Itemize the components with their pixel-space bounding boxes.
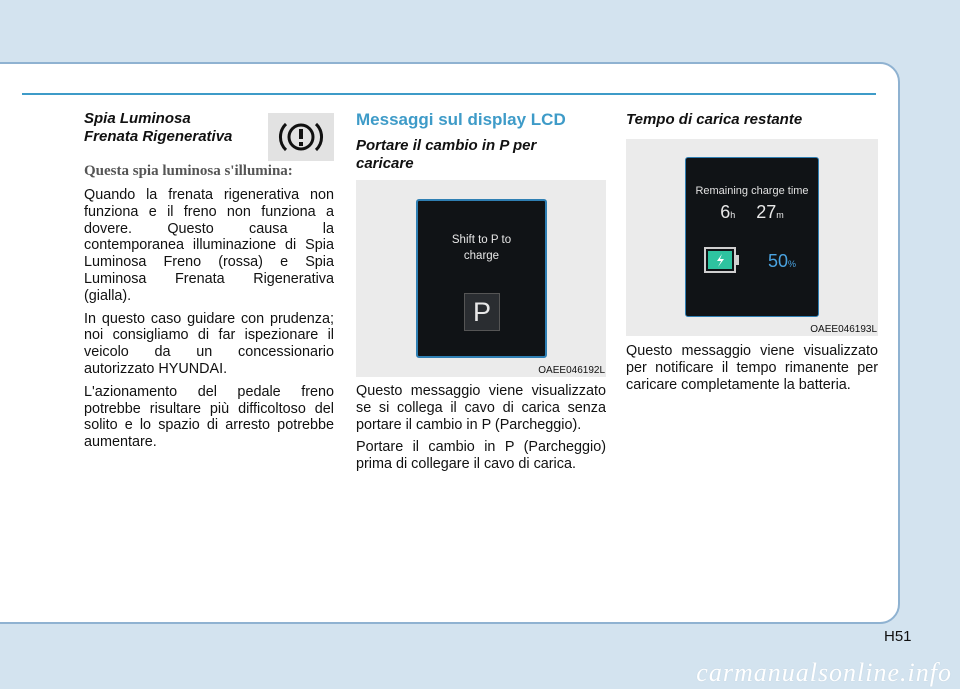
- battery-icon: [704, 247, 740, 278]
- display-message: [418, 232, 545, 264]
- page-number: H51: [884, 628, 912, 645]
- paragraph-2: In questo caso guidare con prudenza; noi consigliamo di far ispezionare il veicolo da un concessionario autorizzato HYUNDAI.: [84, 310, 334, 377]
- minutes-value: 27: [756, 202, 777, 222]
- right-column: [626, 111, 878, 129]
- watermark: carmanualsonline.info: [696, 658, 952, 687]
- left-column: [84, 110, 334, 457]
- park-gear-indicator: P: [464, 293, 500, 331]
- hours-unit: h: [730, 210, 736, 220]
- paragraph-1: Questo messaggio viene visualizzato se si collega il cavo di carica senza portare il cambio in P (Parcheggio).: [356, 383, 606, 433]
- lcd-display: [685, 157, 819, 317]
- display-title: Remaining charge time: [695, 185, 809, 197]
- display-line-2: charge: [463, 250, 500, 262]
- paragraph-1: Questo messaggio viene visualizzato per notificare il tempo rimanente per caricare completamente la batteria.: [626, 343, 878, 393]
- regenerative-brake-warning-icon: [268, 113, 334, 161]
- figure-code: OAEE046192L: [538, 365, 605, 376]
- hours-value: 6: [720, 202, 731, 222]
- battery-percent: 50: [768, 251, 789, 271]
- remaining-time-readout: [686, 202, 818, 223]
- heading-line-2: Frenata Rigenerativa: [84, 128, 233, 145]
- figure-code: OAEE046193L: [810, 324, 877, 335]
- battery-percent-readout: [768, 251, 796, 272]
- paragraph-1: Quando la frenata rigenerativa non funziona e il freno non funziona a dovere. Questo causa la contemporanea illuminazione di Spia Luminosa Freno (rossa) e Spia Luminosa Frenata Rigenerativa (gialla).: [84, 187, 334, 304]
- right-body-text: [626, 343, 878, 399]
- middle-column: [356, 110, 606, 173]
- middle-body-text: [356, 383, 606, 479]
- header-rule: [22, 93, 876, 95]
- minutes-unit: m: [776, 210, 784, 220]
- section-title: Messaggi sul display LCD: [356, 110, 566, 129]
- remaining-charge-figure: [626, 139, 878, 336]
- heading-line-1: Portare il cambio in P per: [356, 137, 537, 154]
- heading-line-1: Spia Luminosa: [84, 110, 191, 127]
- paragraph-3: L'azionamento del pedale freno potrebbe risultare più difficoltoso del solito e lo spazio di arresto potrebbe aumentare.: [84, 383, 334, 451]
- remaining-time-heading: Tempo di carica restante: [626, 111, 803, 128]
- shift-to-park-heading: [356, 137, 606, 173]
- display-line-1: Shift to P to: [451, 234, 512, 246]
- shift-to-park-figure: [356, 180, 606, 377]
- lcd-display: [416, 199, 547, 358]
- warning-light-subheading: Questa spia luminosa s'illumina:: [84, 163, 293, 179]
- percent-unit: %: [788, 259, 797, 269]
- paragraph-2: Portare il cambio in P (Parcheggio) prima di collegare il cavo di carica.: [356, 439, 606, 473]
- heading-line-2: caricare: [356, 155, 414, 172]
